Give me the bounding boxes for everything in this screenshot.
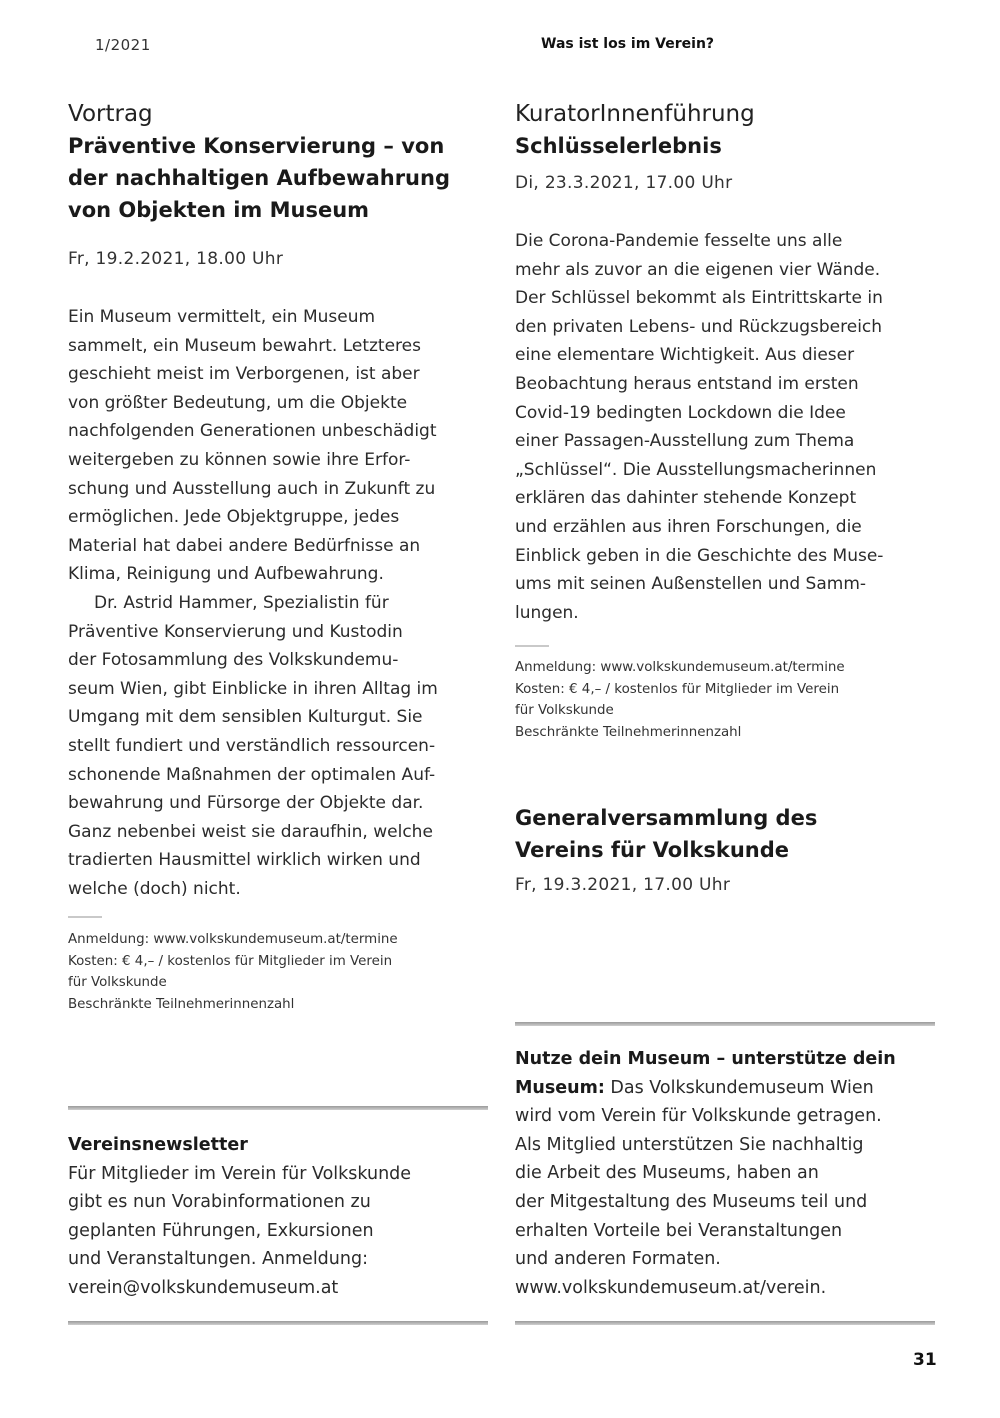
assembly-date: Fr, 19.3.2021, 17.00 Uhr xyxy=(515,875,731,895)
newsletter-box xyxy=(68,1131,493,1303)
text-line: Dr. Astrid Hammer, Spezialistin für xyxy=(94,592,389,613)
text-line: schonende Maßnahmen der optimalen Auf- xyxy=(68,764,436,785)
info-line: Anmeldung: www.volkskundemuseum.at/termine xyxy=(68,932,398,947)
text-line: welche (doch) nicht. xyxy=(68,878,241,899)
assembly-title xyxy=(515,802,940,866)
text-line: Für Mitglieder im Verein für Volkskunde xyxy=(68,1163,412,1184)
text-line: die Arbeit des Museums, haben an xyxy=(515,1163,819,1184)
text-line: sammelt, ein Museum bewahrt. Letzteres xyxy=(68,335,421,356)
lecture-title-line: von Objekten im Museum xyxy=(68,198,370,222)
tour-date: Di, 23.3.2021, 17.00 Uhr xyxy=(515,173,733,193)
text-line: einer Passagen-Ausstellung zum Thema xyxy=(515,431,855,452)
text-line: lungen. xyxy=(515,602,579,623)
lecture-paragraph-1 xyxy=(68,303,493,589)
tour-info xyxy=(515,657,845,743)
info-line: für Volkskunde xyxy=(515,703,614,718)
text-line: und Veranstaltungen. Anmeldung: xyxy=(68,1249,368,1270)
info-line: Anmeldung: www.volkskundemuseum.at/termine xyxy=(515,660,845,675)
lecture-title-line: Präventive Konservierung – von xyxy=(68,134,445,158)
tour-title: Schlüsselerlebnis xyxy=(515,134,722,158)
text-line: erklären das dahinter stehende Konzept xyxy=(515,488,857,509)
lecture-article xyxy=(68,98,493,903)
text-line: und erzählen aus ihren Forschungen, die xyxy=(515,516,862,537)
assembly-title-line: Vereins für Volkskunde xyxy=(515,838,789,862)
info-divider xyxy=(68,916,102,918)
info-divider xyxy=(515,645,549,647)
issue-number: 1/2021 xyxy=(95,36,151,54)
info-line: Kosten: € 4,– / kostenlos für Mitglieder im Verein xyxy=(68,953,393,969)
text-line: den privaten Lebens- und Rückzugsbereich xyxy=(515,316,883,337)
tour-paragraph xyxy=(515,227,940,627)
assembly-title-line: Generalversammlung des xyxy=(515,806,818,830)
support-text xyxy=(515,1045,940,1302)
box-divider-top xyxy=(515,1022,935,1026)
text-line: Klima, Reinigung und Aufbewahrung. xyxy=(68,564,384,585)
info-line: Kosten: € 4,– / kostenlos für Mitglieder im Verein xyxy=(515,681,840,697)
text-line: Als Mitglied unterstützen Sie nachhaltig xyxy=(515,1134,864,1155)
text-line: Ein Museum vermittelt, ein Museum xyxy=(68,307,376,327)
text-line: der Fotosammlung des Volkskundemu- xyxy=(68,650,399,671)
lecture-title-line: der nachhaltigen Aufbewahrung xyxy=(68,166,450,190)
text-line: Ganz nebenbei weist sie daraufhin, welche xyxy=(68,821,433,842)
text-line: wird vom Verein für Volkskunde getragen. xyxy=(515,1106,882,1127)
text-line: tradierten Hausmittel wirklich wirken und xyxy=(68,850,421,871)
text-line: von größter Bedeutung, um die Objekte xyxy=(68,392,408,413)
info-line: Beschränkte Teilnehmerinnenzahl xyxy=(515,724,742,740)
text-line: bewahrung und Fürsorge der Objekte dar. xyxy=(68,793,424,814)
text-line: mehr als zuvor an die eigenen vier Wände. xyxy=(515,259,881,280)
text-line: nachfolgenden Generationen unbeschädigt xyxy=(68,421,437,442)
text-line: weitergeben zu können sowie ihre Erfor- xyxy=(68,449,411,470)
support-box xyxy=(515,1045,940,1302)
support-lead-end: Museum: xyxy=(515,1077,605,1098)
text-line: schung und Ausstellung auch in Zukunft zu xyxy=(68,478,436,499)
lecture-title xyxy=(68,130,493,226)
text-line: ums mit seinen Außenstellen und Samm- xyxy=(515,574,867,595)
box-divider-bottom xyxy=(515,1321,935,1325)
text-line: Die Corona-Pandemie fesselte uns alle xyxy=(515,231,843,251)
box-divider-top xyxy=(68,1106,488,1110)
lecture-paragraph-2 xyxy=(68,589,493,904)
text-line: eine elementare Wichtigkeit. Aus dieser xyxy=(515,345,855,366)
text-line: stellt fundiert und verständlich ressourcen- xyxy=(68,735,436,756)
tour-kicker: KuratorInnenführung xyxy=(515,101,755,127)
lecture-date: Fr, 19.2.2021, 18.00 Uhr xyxy=(68,249,284,269)
text-line: Material hat dabei andere Bedürfnisse an xyxy=(68,535,421,556)
text-line: Umgang mit dem sensiblen Kulturgut. Sie xyxy=(68,707,423,728)
section-title: Was ist los im Verein? xyxy=(541,36,715,52)
info-line: Beschränkte Teilnehmerinnenzahl xyxy=(68,996,295,1012)
text-line: Beobachtung heraus entstand im ersten xyxy=(515,373,859,394)
text-line: seum Wien, gibt Einblicke in ihren Alltag im xyxy=(68,678,438,699)
assembly-article xyxy=(515,802,940,898)
text-line: Präventive Konservierung und Kustodin xyxy=(68,621,403,642)
newsletter-text xyxy=(68,1160,493,1303)
text-line: der Mitgestaltung des Museums teil und xyxy=(515,1191,868,1212)
text-fragment: Das Volkskundemuseum Wien xyxy=(604,1077,874,1098)
info-line: für Volkskunde xyxy=(68,975,167,990)
box-divider-bottom xyxy=(68,1321,488,1325)
text-line: Einblick geben in die Geschichte des Muse- xyxy=(515,545,884,566)
lecture-kicker: Vortrag xyxy=(68,101,153,127)
support-link[interactable]: www.volkskundemuseum.at/verein. xyxy=(515,1277,827,1298)
text-line: geschieht meist im Verborgenen, ist aber xyxy=(68,364,420,385)
tour-article xyxy=(515,98,940,627)
text-line: verein@volkskundemuseum.at xyxy=(68,1277,339,1298)
text-line: „Schlüssel“. Die Ausstellungsmacherinnen xyxy=(515,459,877,480)
lecture-info xyxy=(68,929,398,1015)
text-line xyxy=(515,1074,940,1103)
text-line: gibt es nun Vorabinformationen zu xyxy=(68,1192,371,1213)
newsletter-title: Vereinsnewsletter xyxy=(68,1135,248,1155)
text-line: Der Schlüssel bekommt als Eintrittskarte in xyxy=(515,288,883,309)
text-line: erhalten Vorteile bei Veranstaltungen xyxy=(515,1220,843,1241)
text-line: geplanten Führungen, Exkursionen xyxy=(68,1220,374,1241)
page-number: 31 xyxy=(913,1350,937,1370)
support-lead: Nutze dein Museum – unterstütze dein xyxy=(515,1049,896,1069)
text-line: und anderen Formaten. xyxy=(515,1249,721,1270)
text-line: Covid-19 bedingten Lockdown die Idee xyxy=(515,402,846,423)
text-line: ermöglichen. Jede Objektgruppe, jedes xyxy=(68,507,400,528)
